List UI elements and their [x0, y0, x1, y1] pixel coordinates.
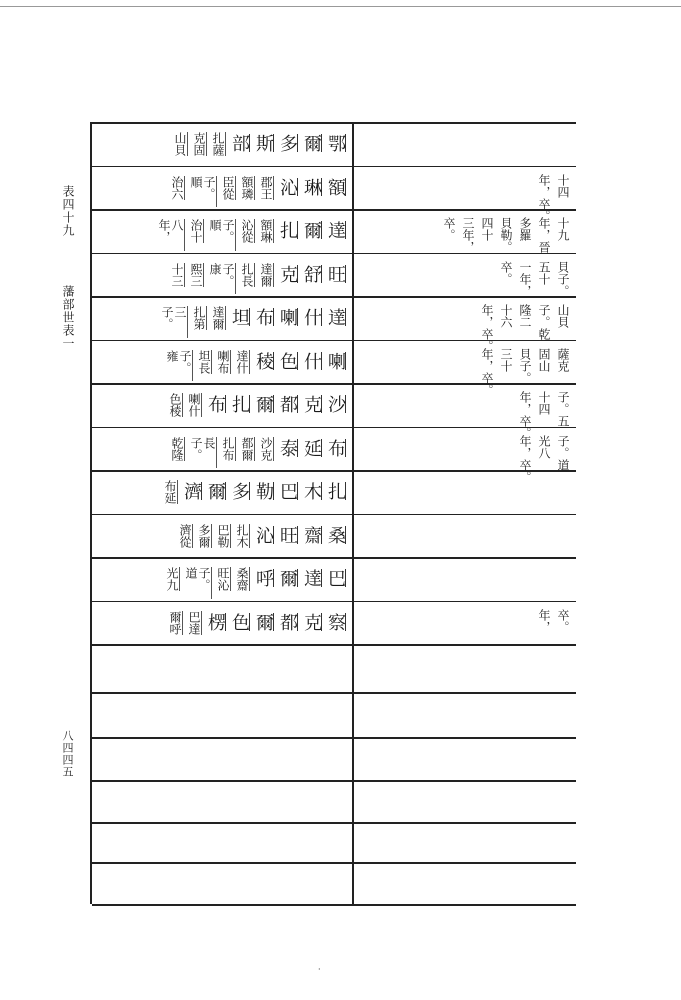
annotation-column: 八年， [157, 219, 185, 251]
annotation-column: 達什 [235, 349, 249, 374]
right-annotation-column: 年，晉 [537, 217, 551, 253]
name-glyph: 楞 [205, 612, 226, 631]
name-glyph: 濟 [181, 482, 202, 500]
name-glyph: 多 [277, 134, 298, 152]
name-glyph: 鄂 [325, 134, 346, 152]
annotation-column: 光九 [165, 567, 179, 591]
annotation-column: 爾呼 [168, 610, 182, 635]
empty-row-divider [92, 822, 576, 824]
annotation-column: 扎布 [221, 436, 235, 461]
annotation-column: 坦長 [197, 349, 211, 374]
name-glyph: 什 [301, 351, 322, 370]
right-annotation-column: 山貝 [556, 304, 570, 328]
annotation-column: 扎第 [192, 306, 206, 330]
right-annotation-column: 子。道 [556, 434, 570, 471]
name-glyph: 沁 [253, 525, 274, 544]
right-annotation-cell [515, 391, 572, 439]
annotation-column: 多爾 [197, 523, 211, 548]
name-glyph: 泰 [277, 438, 298, 457]
empty-row-divider [92, 692, 576, 694]
right-annotation-column: 貝勒。 [499, 217, 513, 253]
entry-cell [163, 561, 348, 599]
annotation-column: 濟從 [178, 523, 192, 548]
annotation-column: 長子。 [189, 437, 217, 469]
name-glyph: 克 [301, 395, 322, 413]
row-divider [92, 166, 576, 168]
annotation-column: 子。雍 [165, 350, 193, 382]
annotation-column: 山貝 [173, 132, 187, 156]
name-glyph: 木 [301, 482, 322, 500]
annotation-column: 三子。 [160, 306, 188, 338]
chapter-label: 表四十九 [61, 185, 75, 237]
annotation-column: 額琳 [259, 219, 273, 243]
right-annotation-column: 年， [537, 608, 551, 633]
annotation-column: 治十 [189, 219, 203, 243]
name-glyph: 部 [229, 134, 250, 152]
right-annotation-column: 多羅 [518, 217, 532, 241]
annotation-column: 臣從 [221, 175, 235, 200]
right-annotation-column: 子。乾 [537, 304, 551, 340]
name-glyph: 扎 [229, 395, 250, 413]
annotation-column: 額璘 [240, 175, 254, 200]
row-divider [92, 122, 576, 124]
right-annotation-column: 光八 [537, 434, 551, 459]
right-annotation-column: 三年， [461, 217, 475, 253]
running-title: 藩部世表一 [61, 285, 75, 350]
row-divider [92, 557, 576, 559]
right-annotation-cell [534, 174, 572, 222]
entry-cell [168, 170, 348, 208]
page-top-border [0, 6, 681, 7]
right-annotation-column: 卒。 [556, 608, 570, 633]
annotation-column: 乾隆 [170, 436, 184, 461]
annotation-column: 達爾 [211, 306, 225, 330]
name-glyph: 延 [301, 438, 322, 457]
entry-cell [161, 474, 348, 512]
name-glyph: 喇 [325, 351, 346, 370]
annotation-column: 桑齋 [235, 567, 249, 591]
right-annotation-column: 十四 [537, 391, 551, 415]
right-annotation-column: 年，卒。 [480, 304, 494, 352]
entry-cell [171, 126, 348, 164]
right-annotation-column: 三十 [499, 347, 513, 372]
right-annotation-column: 隆二 [518, 304, 532, 328]
name-glyph: 斯 [253, 134, 274, 152]
name-glyph: 克 [301, 612, 322, 631]
entry-cell [168, 431, 348, 469]
right-annotation-column: 五十 [537, 260, 551, 285]
annotation-column: 子。康 [208, 263, 236, 295]
annotation-column: 治六 [170, 175, 184, 200]
entry-cell [176, 518, 348, 556]
name-glyph: 勒 [253, 482, 274, 500]
annotation-column: 布延 [163, 480, 177, 504]
name-glyph: 坦 [229, 308, 250, 326]
right-annotation-column: 年，卒。 [518, 391, 532, 439]
name-glyph: 達 [325, 308, 346, 326]
name-glyph: 爾 [277, 569, 298, 587]
name-glyph: 扎 [277, 221, 298, 239]
annotation-column: 子。順 [208, 219, 236, 251]
right-annotation-column: 貝子。 [518, 347, 532, 384]
right-annotation-column: 年，卒。 [537, 173, 551, 222]
name-glyph: 察 [325, 612, 346, 631]
name-glyph: 布 [325, 438, 346, 457]
name-glyph: 額 [325, 177, 346, 196]
row-divider [92, 209, 576, 211]
name-glyph: 巴 [325, 569, 346, 587]
name-glyph: 沙 [325, 395, 346, 413]
name-glyph: 布 [253, 308, 274, 326]
annotation-column: 郡王 [259, 175, 273, 200]
annotation-column: 巴達 [187, 610, 201, 635]
name-glyph: 多 [229, 482, 250, 500]
row-divider [92, 514, 576, 516]
right-annotation-column: 子。五 [556, 391, 570, 427]
annotation-column: 喇什 [187, 393, 201, 417]
annotation-column: 扎木 [235, 523, 249, 548]
empty-row-divider [92, 780, 576, 782]
entry-cell [166, 605, 348, 643]
right-annotation-column: 四十 [480, 217, 494, 241]
name-glyph: 都 [277, 612, 298, 631]
name-glyph: 舒 [301, 264, 322, 283]
annotation-column: 沙克 [259, 436, 273, 461]
right-annotation-column: 年，卒。 [480, 347, 494, 396]
right-annotation-column: 貝子。 [556, 260, 570, 297]
name-glyph: 都 [277, 395, 298, 413]
annotation-column: 克固 [192, 132, 206, 156]
entry-cell [168, 257, 348, 295]
right-annotation-column: 十四 [556, 173, 570, 198]
annotation-column: 達爾 [259, 262, 273, 287]
table-left-border [90, 122, 92, 904]
row-divider [92, 470, 576, 472]
name-glyph: 喇 [277, 308, 298, 326]
row-divider [92, 427, 576, 429]
name-glyph: 爾 [253, 395, 274, 413]
name-glyph: 沁 [277, 177, 298, 196]
annotation-column: 熙三 [189, 262, 203, 287]
entry-cell [163, 344, 348, 382]
right-annotation-cell [496, 261, 572, 297]
right-annotation-cell [515, 435, 572, 483]
name-glyph: 稜 [253, 351, 274, 370]
right-annotation-cell [534, 609, 572, 633]
right-annotation-column: 一年， [518, 260, 532, 297]
annotation-column: 扎長 [240, 262, 254, 287]
table-column-divider [352, 122, 354, 904]
name-glyph: 爾 [253, 612, 274, 631]
annotation-column: 十三 [170, 262, 184, 287]
annotation-column: 沁從 [240, 219, 254, 243]
name-glyph: 爾 [301, 134, 322, 152]
name-glyph: 齋 [301, 525, 322, 544]
annotation-column: 扎薩 [211, 132, 225, 156]
name-glyph: 達 [325, 221, 346, 239]
right-annotation-cell [439, 217, 572, 253]
empty-row-divider [92, 737, 576, 739]
name-glyph: 琳 [301, 177, 322, 196]
right-annotation-column: 卒。 [442, 217, 456, 241]
right-annotation-column: 年，卒。 [518, 434, 532, 483]
name-glyph: 巴 [277, 482, 298, 500]
annotation-column: 子。道 [184, 567, 212, 599]
annotation-column: 都爾 [240, 436, 254, 461]
page-speck: · [318, 965, 321, 974]
entry-cell [158, 300, 348, 338]
right-annotation-column: 十六 [499, 304, 513, 328]
entry-cell [166, 387, 348, 425]
name-glyph: 色 [277, 351, 298, 370]
annotation-column: 旺沁 [216, 567, 230, 591]
right-annotation-column: 卒。 [499, 260, 513, 285]
name-glyph: 達 [301, 569, 322, 587]
right-annotation-cell [477, 304, 572, 352]
annotation-column: 巴勒 [216, 523, 230, 548]
name-glyph: 扎 [325, 482, 346, 500]
right-annotation-cell [477, 348, 572, 396]
name-glyph: 色 [229, 612, 250, 631]
empty-row-divider [92, 862, 576, 864]
name-glyph: 克 [277, 264, 298, 283]
right-annotation-column: 薩克 [556, 347, 570, 372]
name-glyph: 什 [301, 308, 322, 326]
annotation-column: 色稜 [168, 393, 182, 417]
name-glyph: 布 [205, 395, 226, 413]
name-glyph: 爾 [205, 482, 226, 500]
name-glyph: 桑 [325, 525, 346, 544]
name-glyph: 旺 [277, 525, 298, 544]
annotation-column: 喇布 [216, 349, 230, 374]
right-annotation-column: 固山 [537, 347, 551, 372]
entry-cell [155, 213, 348, 251]
row-divider [92, 601, 576, 603]
right-annotation-column: 十九 [556, 217, 570, 241]
row-divider [92, 644, 576, 646]
name-glyph: 爾 [301, 221, 322, 239]
annotation-column: 子。順 [189, 176, 217, 208]
page-number: 八四四五 [61, 730, 74, 778]
name-glyph: 呼 [253, 569, 274, 587]
name-glyph: 旺 [325, 264, 346, 283]
empty-row-divider [92, 904, 576, 906]
